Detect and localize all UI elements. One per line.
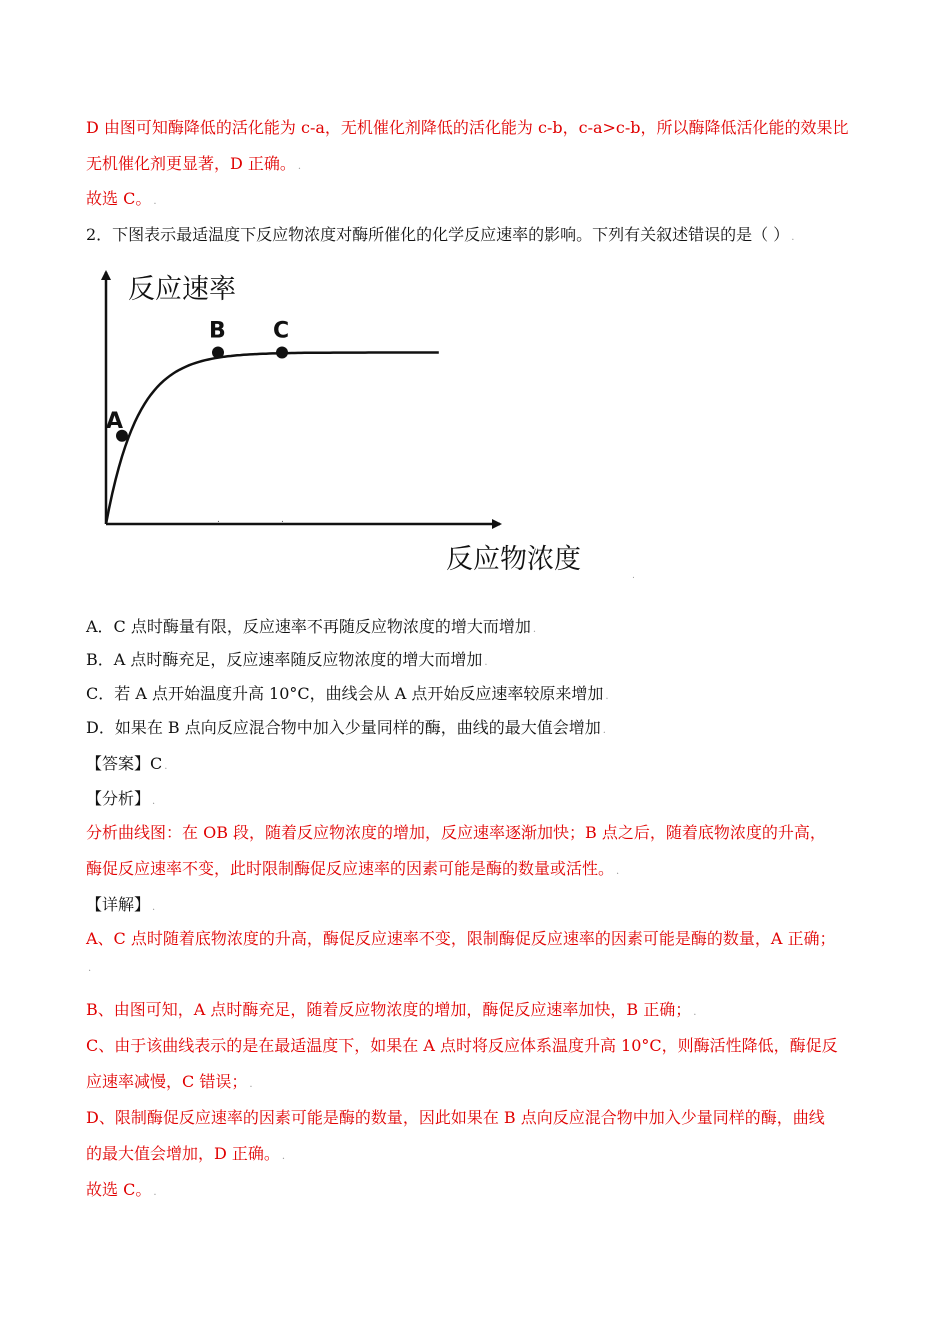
figure-corner-mark: . [632,571,635,581]
question-stem: 2．下图表示最适温度下反应物浓度对酶所催化的化学反应速率的影响。下列有关叙述错误的是（ ） . [86,225,795,244]
x-axis-label: 反应物浓度 [446,544,581,575]
point-label-c: C [273,318,290,344]
prev-option-d-line2: 无机催化剂更显著，D 正确。 . [86,154,302,173]
prev-option-d-line1: D 由图可知酶降低的活化能为 c-a，无机催化剂降低的活化能为 c-b，c-a>c-b，所以酶降低活化能的效果比 [86,118,849,137]
point-label-a: A [106,408,124,434]
detail-label: 【详解】 . [86,895,156,914]
option-b: B．A 点时酶充足，反应速率随反应物浓度的增大而增加 . [86,650,488,669]
rate-graph [86,262,666,592]
point-c [276,347,288,359]
detail-d-line1: D、限制酶促反应速率的因素可能是酶的数量，因此如果在 B 点向反应混合物中加入少量同样的酶，曲线 [86,1108,825,1127]
y-axis-label: 反应速率 [128,274,236,305]
detail-a-mark: . [88,963,92,974]
analysis-line2: 酶促反应速率不变，此时限制酶促反应速率的因素可能是酶的数量或活性。 . [86,859,620,878]
analysis-line1: 分析曲线图：在 OB 段，随着反应物浓度的增加，反应速率逐渐加快；B 点之后，随着底物浓度的升高， [86,823,826,842]
point-label-b: B [209,318,226,344]
answer-line: 【答案】C . [86,754,168,773]
analysis-label: 【分析】 . [86,789,156,808]
axis-tick-mark: . [217,515,220,525]
detail-d-line2: 的最大值会增加，D 正确。 . [86,1144,286,1163]
rate-curve [106,353,439,525]
option-d: D．如果在 B 点向反应混合物中加入少量同样的酶，曲线的最大值会增加 . [86,718,606,737]
option-c: C．若 A 点开始温度升高 10°C，曲线会从 A 点开始反应速率较原来增加 . [86,684,609,703]
detail-a: A、C 点时随着底物浓度的升高，酶促反应速率不变，限制酶促反应速率的因素可能是酶的数量，A 正确； [86,929,836,948]
detail-c-line1: C、由于该曲线表示的是在最适温度下，如果在 A 点时将反应体系温度升高 10°C，则酶活性降低，酶促反 [86,1036,838,1055]
prev-conclusion: 故选 C。 . [86,189,157,208]
final-conclusion: 故选 C。 . [86,1180,157,1199]
detail-b: B、由图可知，A 点时酶充足，随着反应物浓度的增加，酶促反应速率加快，B 正确； . [86,1000,697,1019]
option-a: A．C 点时酶量有限，反应速率不再随反应物浓度的增大而增加 . [86,617,537,636]
axis-tick-mark: . [281,515,284,525]
point-b [212,347,224,359]
detail-c-line2: 应速率减慢，C 错误； . [86,1072,253,1091]
